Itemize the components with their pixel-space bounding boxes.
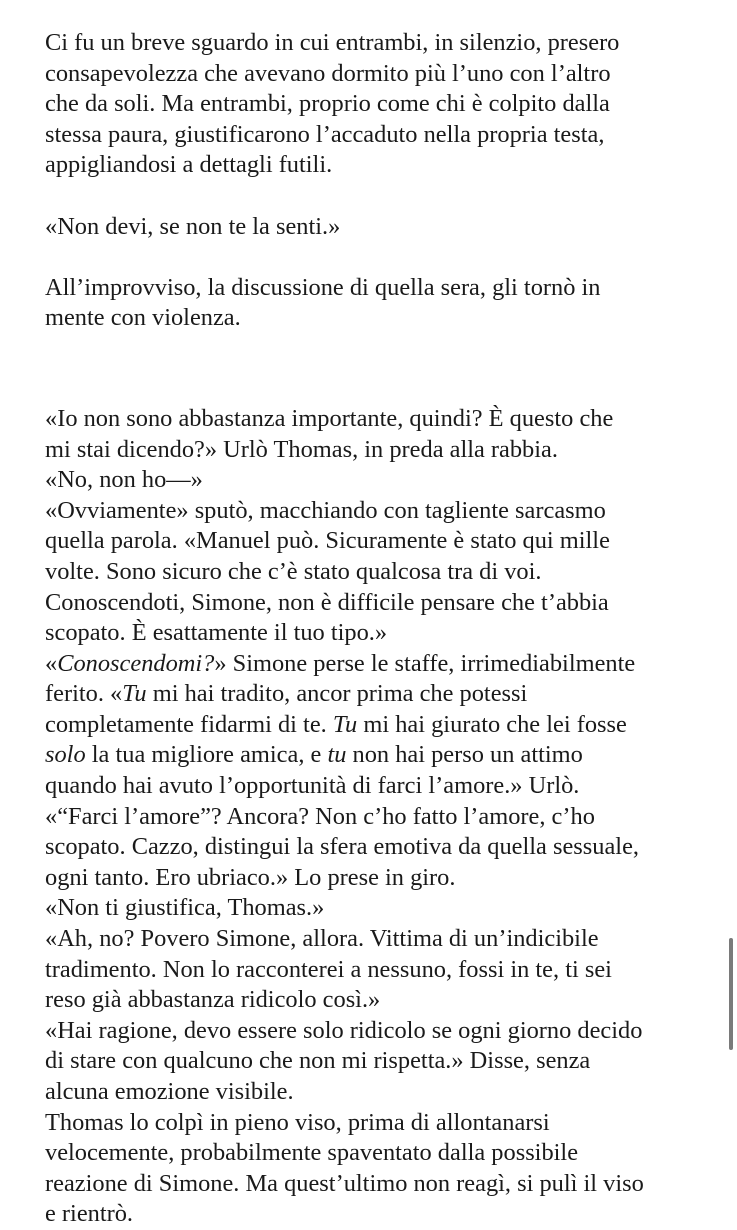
paragraph-gap	[45, 181, 725, 212]
italic-run: Tu	[332, 710, 358, 738]
text-line: mi stai dicendo?» Urlò Thomas, in preda alla rabbia.	[45, 435, 558, 463]
text-line	[45, 710, 725, 741]
text-line	[45, 649, 725, 680]
text-line: reazione di Simone. Ma quest’ultimo non reagì, si pulì il viso	[45, 1169, 644, 1197]
paragraph-flashback	[45, 404, 725, 1230]
vertical-scrollbar[interactable]	[729, 938, 733, 1050]
text-line: quella parola. «Manuel può. Sicuramente è stato qui mille	[45, 527, 610, 555]
text-line	[45, 679, 725, 710]
paragraph-memory	[45, 273, 725, 334]
text-run: non hai perso un attimo	[346, 741, 583, 769]
text-run: la tua migliore amica, e	[85, 741, 328, 769]
text-line	[45, 740, 725, 771]
text-line: alcuna emozione visibile.	[45, 1078, 294, 1105]
paragraph-intro	[45, 28, 725, 181]
text-line: appigliandosi a dettagli futili.	[45, 151, 333, 179]
text-line: «Hai ragione, devo essere solo ridicolo se ogni giorno decido	[45, 1016, 643, 1044]
text-run: mi hai tradito, ancor prima che potessi	[146, 680, 528, 708]
text-line: e rientrò.	[45, 1200, 134, 1228]
text-line: che da soli. Ma entrambi, proprio come chi è colpito dalla	[45, 90, 610, 118]
document-body	[45, 28, 725, 1230]
italic-run: tu	[327, 741, 347, 769]
text-line: consapevolezza che avevano dormito più l’uno con l’altro	[45, 59, 611, 87]
text-line: tradimento. Non lo racconterei a nessuno, fossi in te, ti sei	[45, 955, 612, 983]
text-run: completamente fidarmi di te.	[45, 710, 333, 738]
text-line: All’improvviso, la discussione di quella sera, gli tornò in	[45, 273, 601, 301]
section-gap	[45, 334, 725, 404]
text-line: reso già abbastanza ridicolo così.»	[45, 986, 381, 1014]
text-run: ferito. «	[45, 680, 123, 708]
text-line: stessa paura, giustificarono l’accaduto nella propria testa,	[45, 120, 605, 148]
text-line: scopato. Cazzo, distingui la sfera emotiva da quella sessuale,	[45, 833, 639, 861]
text-line: Thomas lo colpì in pieno viso, prima di allontanarsi	[45, 1108, 550, 1136]
text-run: «	[45, 649, 58, 677]
text-line: ogni tanto. Ero ubriaco.» Lo prese in giro.	[45, 863, 456, 891]
text-line: «Non devi, se non te la senti.»	[45, 212, 341, 240]
text-line: «Io non sono abbastanza importante, quindi? È questo che	[45, 404, 614, 432]
text-line: «Ovviamente» sputò, macchiando con tagliente sarcasmo	[45, 496, 606, 524]
text-line: scopato. È esattamente il tuo tipo.»	[45, 619, 388, 647]
text-line: Ci fu un breve sguardo in cui entrambi, in silenzio, presero	[45, 29, 620, 56]
text-run: mi hai giurato che lei fosse	[357, 710, 627, 738]
text-line: «“Farci l’amore”? Ancora? Non c’ho fatto l’amore, c’ho	[45, 802, 595, 830]
text-line: «No, non ho—»	[45, 466, 203, 494]
paragraph-quote	[45, 212, 725, 243]
paragraph-gap	[45, 242, 725, 273]
text-line: volte. Sono sicuro che c’è stato qualcosa tra di voi.	[45, 557, 542, 585]
text-line: «Non ti giustifica, Thomas.»	[45, 894, 325, 922]
italic-run: Tu	[122, 680, 147, 708]
italic-run: solo	[45, 741, 86, 769]
text-line: velocemente, probabilmente spaventato dalla possibile	[45, 1139, 579, 1167]
text-line: di stare con qualcuno che non mi rispetta.» Disse, senza	[45, 1047, 591, 1075]
text-line: Conoscendoti, Simone, non è difficile pensare che t’abbia	[45, 588, 609, 616]
text-line: mente con violenza.	[45, 304, 241, 332]
text-line: quando hai avuto l’opportunità di farci l’amore.» Urlò.	[45, 772, 580, 800]
text-line: «Ah, no? Povero Simone, allora. Vittima di un’indicibile	[45, 925, 599, 953]
text-run: » Simone perse le staffe, irrimediabilmente	[214, 649, 636, 677]
italic-run: Conoscendomi?	[57, 649, 215, 677]
